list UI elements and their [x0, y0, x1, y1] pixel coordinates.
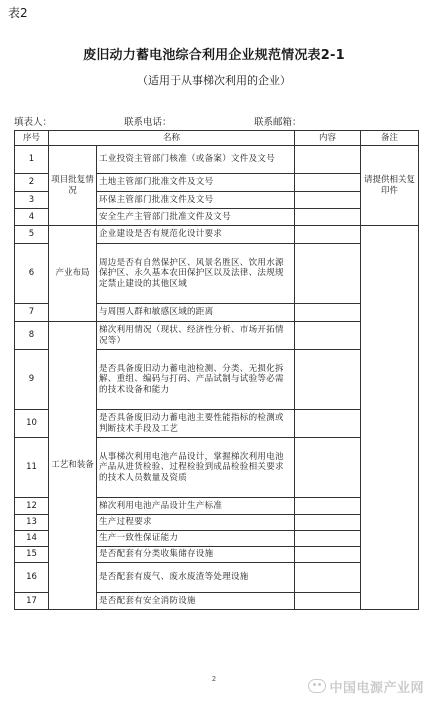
- email-label: 联系邮箱：: [254, 117, 302, 128]
- row-number: 9: [15, 350, 49, 410]
- content-cell: [295, 174, 361, 192]
- table-label: 表2: [8, 6, 28, 20]
- row-number: 14: [15, 531, 49, 547]
- header-name: 名称: [49, 131, 295, 146]
- content-cell: [295, 593, 361, 610]
- table-row: [15, 322, 419, 350]
- remark-cell-empty: [361, 226, 419, 610]
- group-process: 工艺和装备: [49, 322, 97, 610]
- content-cell: [295, 498, 361, 515]
- row-number: 11: [15, 438, 49, 498]
- row-number: 8: [15, 322, 49, 350]
- content-cell: [295, 226, 361, 244]
- requirements-table: [14, 130, 419, 610]
- content-cell: [295, 563, 361, 593]
- watermark-text: 中国电源产业网: [329, 681, 424, 696]
- row-name: 工业投资主管部门核准（或备案）文件及文号: [97, 146, 295, 174]
- row-name: 梯次利用电池产品设计生产标准: [97, 498, 295, 515]
- content-cell: [295, 410, 361, 438]
- watermark: [308, 677, 424, 696]
- row-name: 企业建设是否有规范化设计要求: [97, 226, 295, 244]
- row-name: 生产过程要求: [97, 515, 295, 531]
- row-name: 安全生产主管部门批准文件及文号: [97, 209, 295, 226]
- row-name: 是否具备废旧动力蓄电池检测、分类、无损化拆解、重组、编码与打码、产品试制与试验等必需的技术设备和能力: [97, 350, 295, 410]
- content-cell: [295, 304, 361, 322]
- content-cell: [295, 322, 361, 350]
- content-cell: [295, 438, 361, 498]
- content-cell: [295, 531, 361, 547]
- content-cell: [295, 350, 361, 410]
- table-header-row: [15, 131, 419, 146]
- row-name: 梯次利用情况（现状、经济性分析、市场开拓情况等）: [97, 322, 295, 350]
- remark-cell: 请提供相关复印件: [361, 146, 419, 226]
- table-row: [15, 226, 419, 244]
- header-content: 内容: [295, 131, 361, 146]
- wechat-icon: [308, 679, 326, 693]
- row-number: 1: [15, 146, 49, 174]
- row-number: 12: [15, 498, 49, 515]
- group-layout: 产业布局: [49, 226, 97, 322]
- row-name: 是否配套有废气、废水废渣等处理设施: [97, 563, 295, 593]
- document-title: 废旧动力蓄电池综合利用企业规范情况表2-1: [83, 48, 345, 63]
- row-number: 6: [15, 244, 49, 304]
- content-cell: [295, 244, 361, 304]
- content-cell: [295, 192, 361, 209]
- row-number: 13: [15, 515, 49, 531]
- row-number: 15: [15, 547, 49, 563]
- content-cell: [295, 209, 361, 226]
- row-number: 5: [15, 226, 49, 244]
- row-name: 是否配套有分类收集储存设施: [97, 547, 295, 563]
- row-name: 与周围人群和敏感区域的距离: [97, 304, 295, 322]
- content-cell: [295, 547, 361, 563]
- content-cell: [295, 146, 361, 174]
- row-number: 16: [15, 563, 49, 593]
- row-number: 7: [15, 304, 49, 322]
- row-name: 土地主管部门批准文件及文号: [97, 174, 295, 192]
- row-number: 10: [15, 410, 49, 438]
- row-number: 2: [15, 174, 49, 192]
- content-cell: [295, 515, 361, 531]
- row-name: 是否配套有安全消防设施: [97, 593, 295, 610]
- header-remark: 备注: [361, 131, 419, 146]
- row-name: 从事梯次利用电池产品设计，掌握梯次利用电池产品从进货检验、过程检验到成品检验相关要求的技术人员数量及资质: [97, 438, 295, 498]
- header-no: 序号: [15, 131, 49, 146]
- row-number: 17: [15, 593, 49, 610]
- row-name: 生产一致性保证能力: [97, 531, 295, 547]
- document-subtitle: （适用于从事梯次利用的企业）: [137, 74, 291, 87]
- row-name: 周边是否有自然保护区、风景名胜区、饮用水源保护区、永久基本农田保护区以及法律、法规规定禁止建设的其他区域: [97, 244, 295, 304]
- filled-by-label: 填表人：: [14, 117, 53, 128]
- row-name: 环保主管部门批准文件及文号: [97, 192, 295, 209]
- row-name: 是否具备废旧动力蓄电池主要性能指标的检测或判断技术手段及工艺: [97, 410, 295, 438]
- group-approval: 项目批复情况: [49, 146, 97, 226]
- page-number: 2: [211, 675, 217, 683]
- row-number: 3: [15, 192, 49, 209]
- table-row: [15, 146, 419, 174]
- row-number: 4: [15, 209, 49, 226]
- phone-label: 联系电话：: [124, 117, 172, 128]
